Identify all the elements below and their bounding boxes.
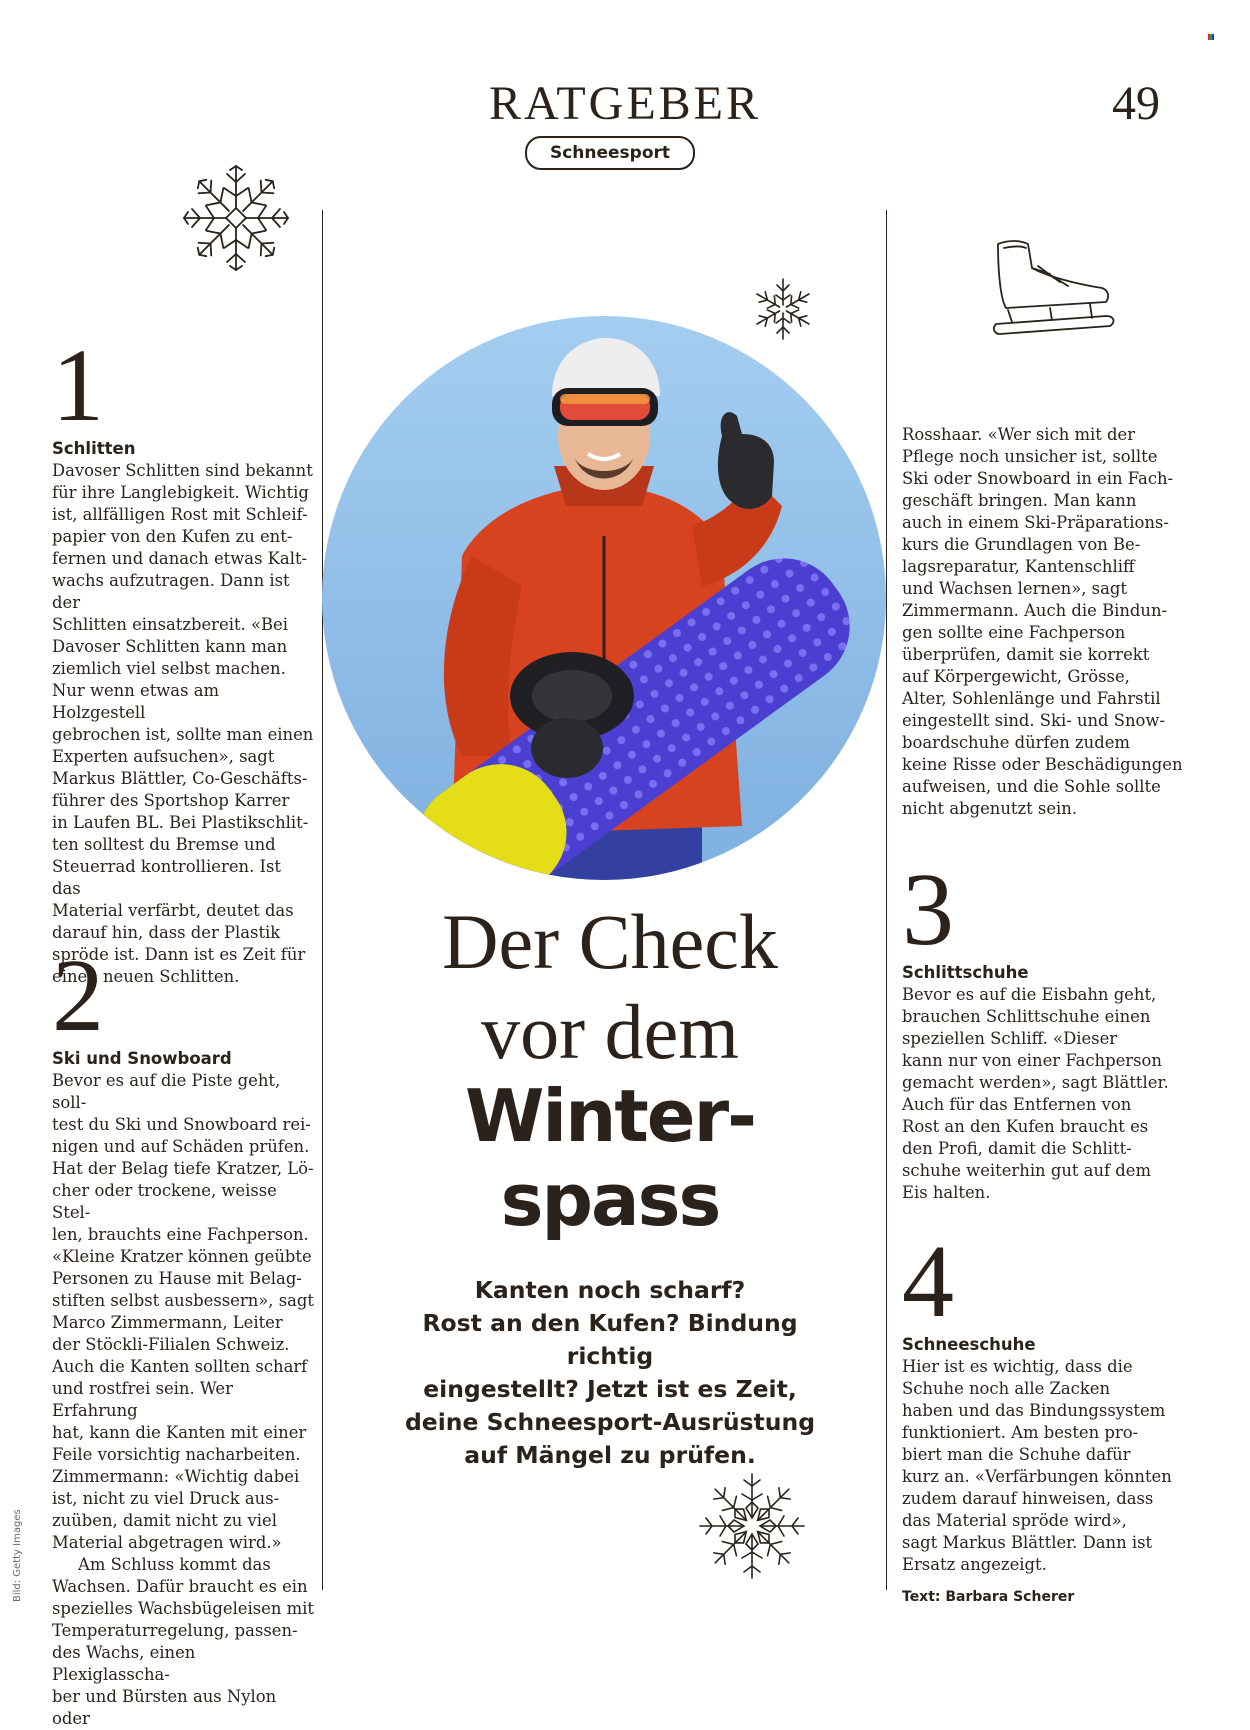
section-4: [902, 1224, 1202, 1608]
section-number: 4: [902, 1224, 954, 1339]
section-number: 2: [52, 938, 104, 1053]
section-number: 1: [52, 328, 104, 443]
section-title: Schlitten: [52, 439, 136, 458]
body-text: Bevor es auf die Eisbahn geht, brauchen Schlittschuhe einen speziellen Schliff. «Dieser kann nur von einer Fachperson gemacht werden», sagt Blättler. Auch für das Entfernen von Rost an den Kufen braucht es den Profi, damit die Schlitt- schuhe weiterhin gut auf dem Eis halten.: [902, 985, 1169, 1202]
body-text: Hier ist es wichtig, dass die Schuhe noch alle Zacken haben und das Bindungssystem funktioniert. Am besten pro- biert man die Schuhe dafür kurz an. «Verfärbungen könnten zudem darauf hinweisen, dass das Material spröde wird», sagt Markus Blättler. Dann ist Ersatz angezeigt.: [902, 1357, 1172, 1574]
header-title: RATGEBER: [488, 77, 761, 130]
section-title: Schlittschuhe: [902, 963, 1029, 982]
headline-line: spass: [500, 1158, 720, 1242]
body-text: Bevor es auf die Piste geht, soll- test du Ski und Snowboard rei- nigen und auf Schäden prüfen. Hat der Belag tiefe Kratzer, Lö- cher oder trockene, weisse Stel- len, brauchts eine Fachperson. «Kleine Kratzer können geübte Personen zu Hause mit Belag- stiften selbst ausbessern», sagt Marco Zimmermann, Leiter der Stöckli-Filialen Schweiz. Auch die Kanten sollten scharf und rostfrei sein. Wer Erfahrung hat, kann die Kanten mit einer Feile vorsichtig nacharbeiten. Zimmermann: «Wichtig dabei ist, nicht zu viel Druck aus- zuüben, damit nicht zu viel Material abgetragen wird.»: [52, 1071, 314, 1552]
body-text: Rosshaar. «Wer sich mit der Pflege noch unsicher ist, sollte Ski oder Snowboard in ein Fach- geschäft bringen. Man kann auch in einem Ski-Präparations- kurs die Grundlagen von Be- lagsreparatur, Kantenschliff und Wachsen lernen», sagt Zimmermann. Auch die Bindun- gen sollte eine Fachperson überprüfen, damit sie korrekt auf Körpergewicht, Grösse, Alter, Sohlenlänge und Fahrstil eingestellt sind. Ski- und Snow- boardschuhe dürfen zudem keine Risse oder Beschädigungen aufweisen, und die Sohle sollte nicht abgenutzt sein.: [902, 425, 1183, 818]
headline-line: vor dem: [481, 988, 739, 1075]
page-number: 49: [1112, 77, 1160, 130]
author-credit: Text: Barbara Scherer: [902, 1589, 1075, 1605]
section-label: Schneesport: [525, 136, 695, 170]
body-text: Davoser Schlitten sind bekannt für ihre Langlebigkeit. Wichtig ist, allfälligen Rost mit Schleif- papier von den Kufen zu ent- fernen und danach etwas Kalt- wachs aufzutragen. Dann ist der Schlitten einsatzbereit. «Bei Davoser Schlitten kann man ziemlich viel selbst machen. Nur wenn etwas am Holzgestell gebrochen ist, sollte man einen Experten aufsuchen», sagt Markus Blättler, Co-Geschäfts- führer des Sportshop Karrer in Laufen BL. Bei Plastikschlit- ten solltest du Bremse und Steuerrad kontrollieren. Ist das Material verfärbt, deutet das darauf hin, dass der Plastik spröde ist. Dann ist es Zeit für einen neuen Schlitten.: [52, 461, 314, 986]
lead-text: Kanten noch scharf? Rost an den Kufen? Bindung richtig eingestellt? Jetzt ist es Zeit, deine Schneesport-Ausrüstung auf Mängel zu prüfen.: [404, 1276, 816, 1469]
headline-line: Der Check: [442, 898, 778, 985]
photo-credit: Bild: Getty Images: [12, 1509, 23, 1602]
section-2: [52, 938, 315, 1730]
section-number: 3: [902, 852, 954, 967]
section-title: Ski und Snowboard: [52, 1049, 232, 1068]
snowflake-icon: [696, 1470, 808, 1582]
section-2-continued: [902, 424, 1202, 820]
section-1: [52, 328, 314, 988]
snowflake-icon: [180, 162, 292, 274]
body-text: Am Schluss kommt das Wachsen. Dafür braucht es ein spezielles Wachsbügeleisen mit Temperaturregelung, passen- des Wachs, einen Plexiglasscha- ber und Bürsten aus Nylon oder: [52, 1555, 315, 1728]
section-3: [902, 852, 1202, 1204]
color-mark: [1208, 34, 1214, 40]
snowboarder-photo: [322, 316, 886, 880]
ice-skate-icon: [990, 238, 1120, 346]
headline-line: Winter-: [465, 1074, 755, 1158]
section-title: Schneeschuhe: [902, 1335, 1036, 1354]
